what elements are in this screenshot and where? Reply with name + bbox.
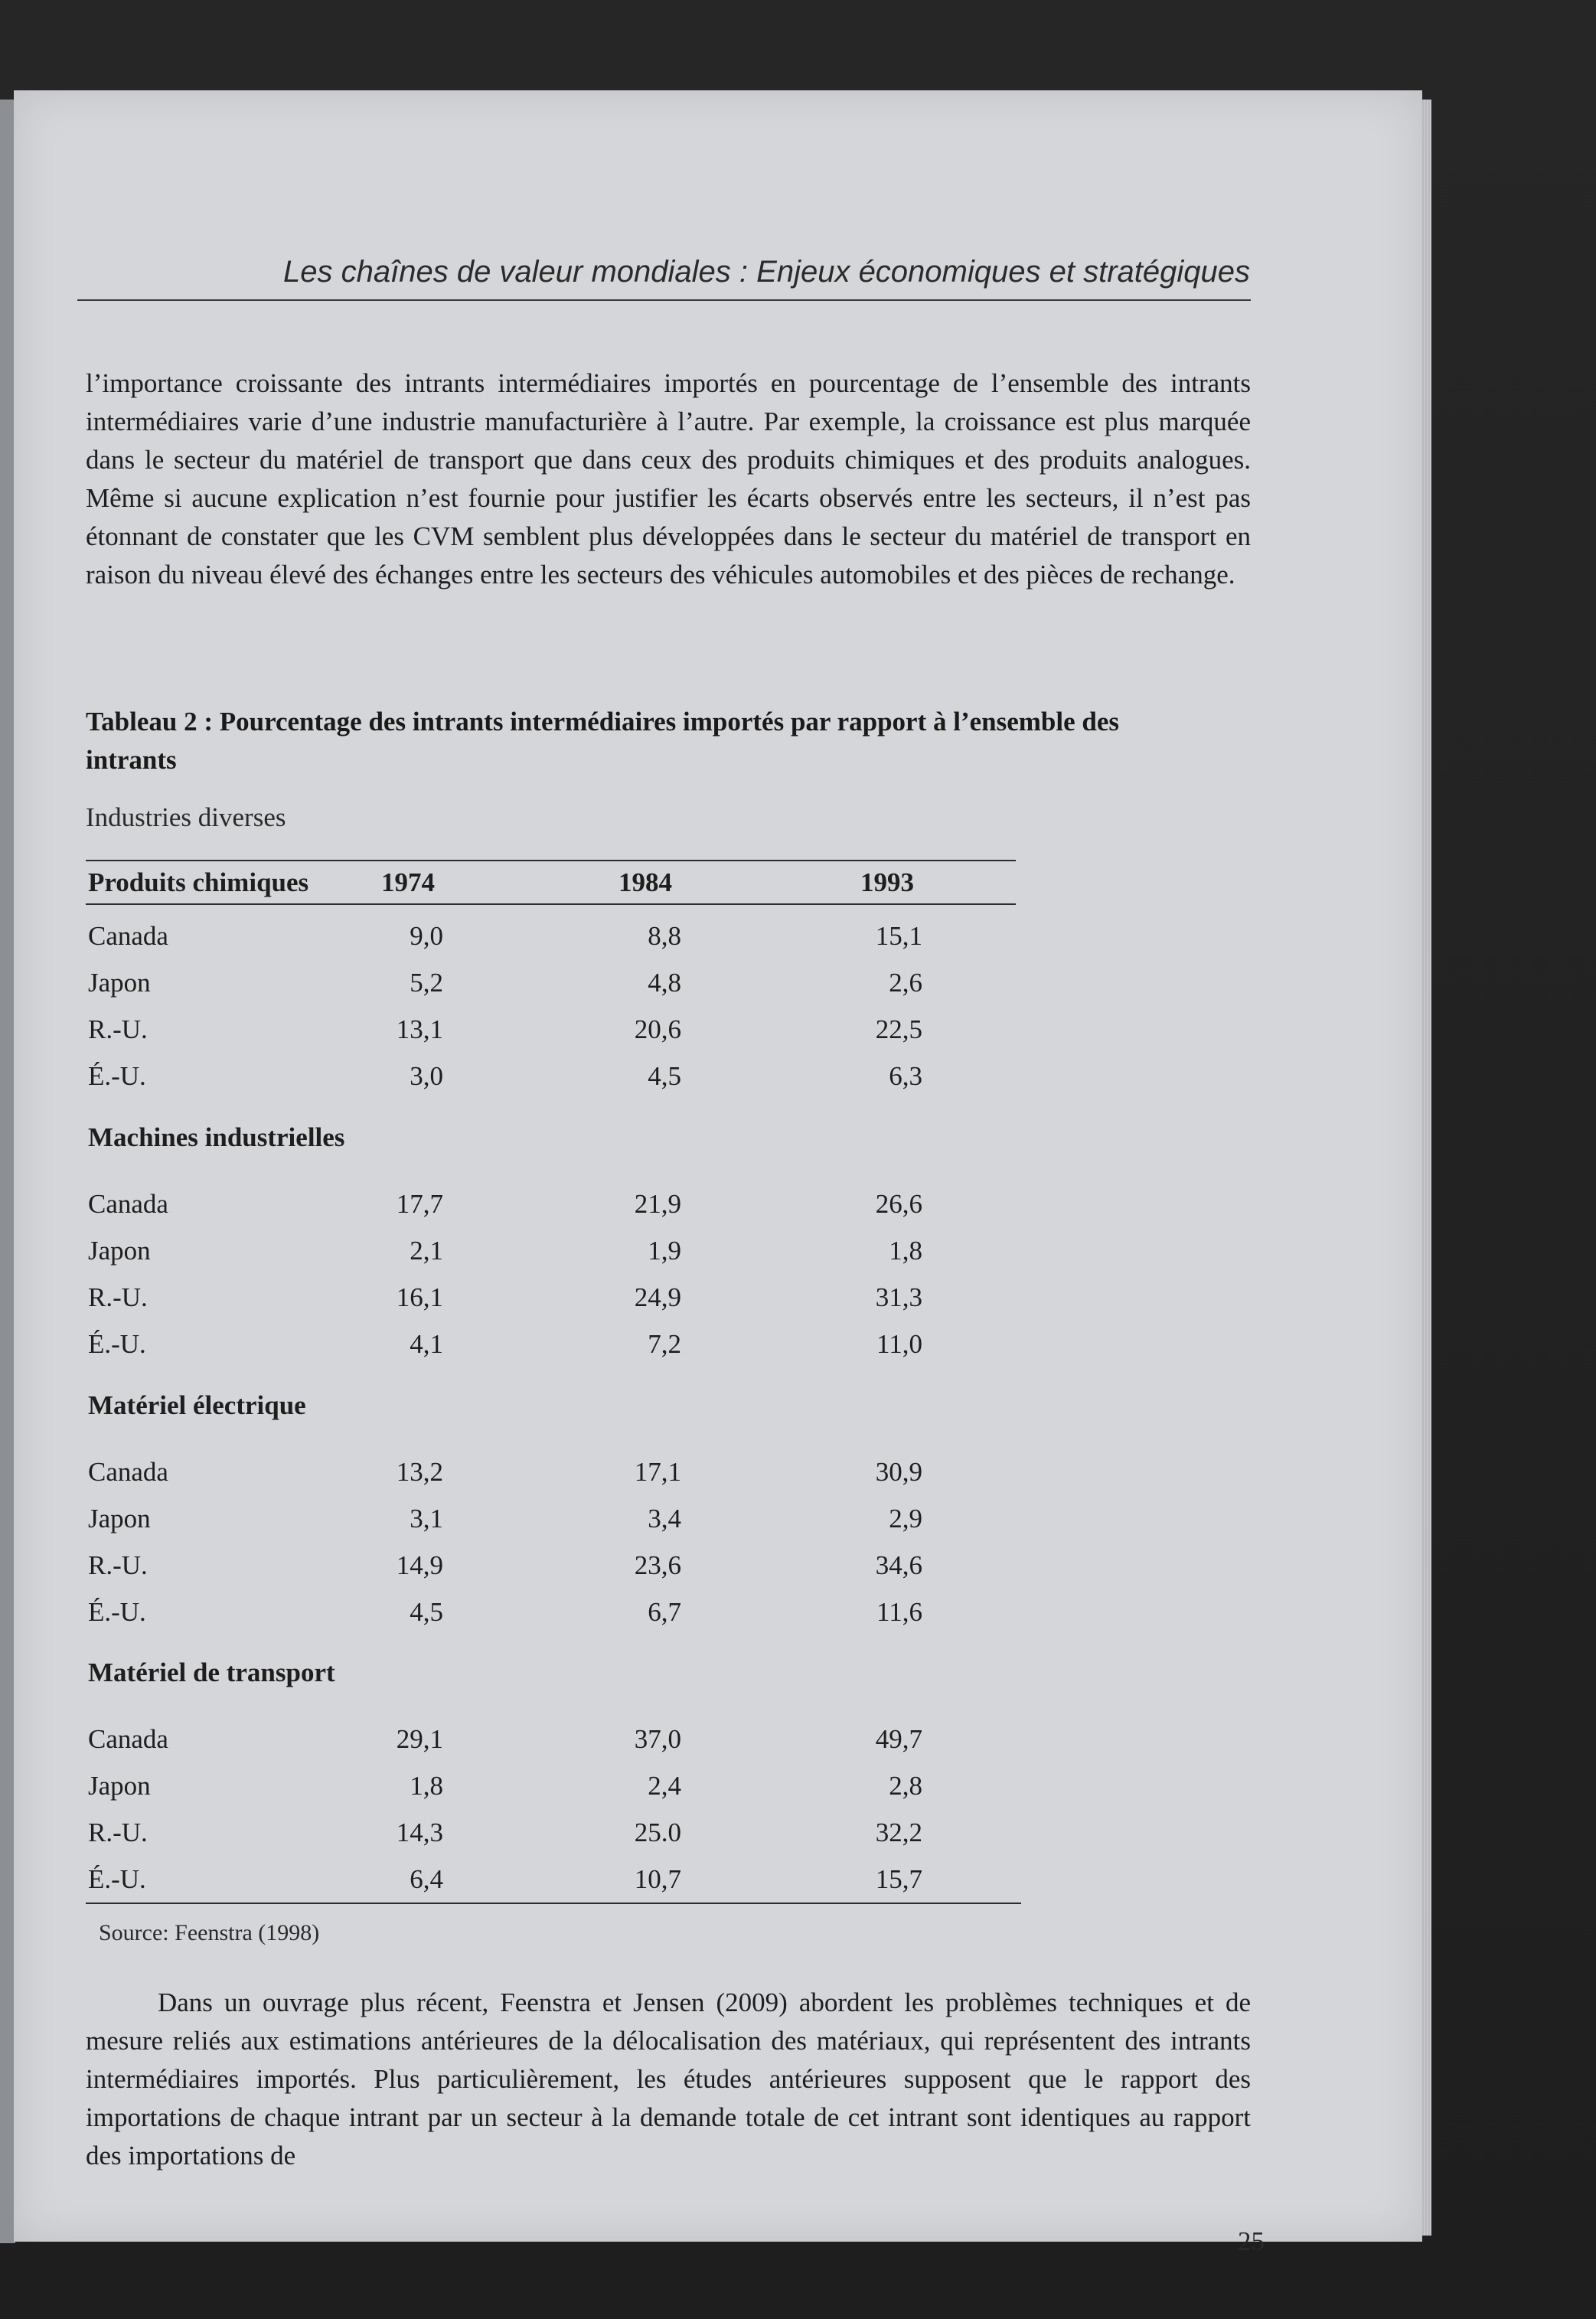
table-source: Source: Feenstra (1998)	[99, 1920, 320, 1945]
table-subtitle: Industries diverses	[86, 802, 286, 832]
row-label: R.-U.	[88, 1282, 148, 1312]
year-header-1974: 1974	[381, 867, 435, 897]
body-paragraph-1: l’importance croissante des intrants intermédiaires importés en pourcentage de l’ensemble des intrants intermédiaires varie d’une industrie manufacturière à l’autre. Par exemple, la croissance est plus marquée dans le secteur du matériel de transport que dans ceux des produits chimiques et des produits analogues. Même si aucune explication n’est fournie pour justifier les écarts observés entre les secteurs, il n’est pas étonnant de constater que les CVM semblent plus développées dans le secteur du matériel de transport en raison du niveau élevé des échanges entre les secteurs des véhicules automobiles et des pièces de rechange.	[86, 368, 1251, 590]
running-head: Les chaînes de valeur mondiales : Enjeux économiques et stratégiques	[283, 255, 1250, 289]
row-label: Canada	[88, 921, 168, 951]
table-cell: 17,1	[634, 1457, 681, 1487]
table-cell: 11,6	[876, 1597, 922, 1627]
table-cell: 15,1	[875, 921, 922, 951]
table-cell: 25.0	[634, 1818, 681, 1847]
table-cell: 6,4	[410, 1864, 443, 1894]
table-title: Tableau 2 : Pourcentage des intrants intermédiaires importés par rapport à l’ensemble des intrants	[86, 707, 1120, 775]
body-paragraph-2-text: Dans un ouvrage plus récent, Feenstra et Jensen (2009) abordent les problèmes techniques et de mesure reliés aux estimations antérieures de la délocalisation des matériaux, qui représentent des intrants intermédiaires importés. Plus particulièrement, les études antérieures supposent que le rapport des importations de chaque intrant par un secteur à la demande totale de cet intrant sont identiques au rapport des importations de	[86, 1987, 1251, 2170]
table-cell: 3,1	[410, 1504, 443, 1533]
table-cell: 14,9	[396, 1550, 443, 1580]
table-cell: 4,5	[648, 1061, 681, 1091]
table-cell: 2,1	[410, 1236, 443, 1266]
table-cell: 26,6	[875, 1189, 922, 1219]
table-cell: 49,7	[875, 1724, 922, 1754]
table-cell: 5,2	[410, 968, 443, 998]
table-cell: 2,8	[889, 1771, 922, 1801]
table-bottom-rule	[86, 1903, 1021, 1904]
row-label: É.-U.	[88, 1329, 146, 1359]
table-cell: 29,1	[396, 1724, 443, 1754]
table-cell: 8,8	[648, 921, 681, 951]
table-cell: 2,4	[648, 1771, 681, 1801]
table-cell: 2,9	[889, 1504, 922, 1533]
row-label: R.-U.	[88, 1014, 148, 1044]
table-cell: 14,3	[396, 1818, 443, 1847]
page-number: 25	[1238, 2226, 1265, 2256]
row-label: Japon	[88, 1504, 151, 1533]
row-label: Canada	[88, 1457, 168, 1487]
section-heading-materiel-electrique: Matériel électrique	[88, 1390, 306, 1420]
table-cell: 1,9	[648, 1236, 681, 1266]
header-rule	[77, 299, 1251, 301]
table-cell: 11,0	[876, 1329, 922, 1359]
table-cell: 34,6	[875, 1550, 922, 1580]
row-label: R.-U.	[88, 1818, 148, 1847]
row-label: Canada	[88, 1724, 168, 1754]
table-cell: 3,0	[410, 1061, 443, 1091]
table-cell: 21,9	[634, 1189, 681, 1219]
table-cell: 22,5	[875, 1014, 922, 1044]
row-label: Japon	[88, 968, 151, 998]
year-header-1993: 1993	[860, 867, 914, 897]
table-cell: 37,0	[634, 1724, 681, 1754]
table-cell: 15,7	[875, 1864, 922, 1894]
section-heading-materiel-de-transport: Matériel de transport	[88, 1658, 335, 1687]
section-heading-machines-industrielles: Machines industrielles	[88, 1122, 345, 1152]
book-page	[14, 90, 1422, 2256]
section-heading-produits-chimiques: Produits chimiques	[88, 867, 309, 897]
table-cell: 31,3	[875, 1282, 922, 1312]
table-cell: 4,8	[648, 968, 681, 998]
table-cell: 2,6	[889, 968, 922, 998]
row-label: Canada	[88, 1189, 168, 1219]
table-cell: 1,8	[410, 1771, 443, 1801]
table-cell: 30,9	[875, 1457, 922, 1487]
table-cell: 10,7	[634, 1864, 681, 1894]
table-cell: 13,2	[396, 1457, 443, 1487]
row-label: Japon	[88, 1236, 151, 1266]
body-paragraph-2	[86, 1984, 1251, 2175]
row-label: É.-U.	[88, 1061, 146, 1091]
table-cell: 16,1	[396, 1282, 443, 1312]
table-top-rule	[86, 860, 1016, 861]
table-cell: 3,4	[648, 1504, 681, 1533]
year-header-1984: 1984	[618, 867, 672, 897]
table-cell: 7,2	[648, 1329, 681, 1359]
left-page-edge	[0, 100, 15, 2243]
table-cell: 6,7	[648, 1597, 681, 1627]
row-label: R.-U.	[88, 1550, 148, 1580]
table-cell: 32,2	[875, 1818, 922, 1847]
table-cell: 4,5	[410, 1597, 443, 1627]
table-cell: 9,0	[410, 921, 443, 951]
table-cell: 17,7	[396, 1189, 443, 1219]
table-cell: 1,8	[889, 1236, 922, 1266]
table-cell: 23,6	[634, 1550, 681, 1580]
table-cell: 6,3	[889, 1061, 922, 1091]
row-label: É.-U.	[88, 1864, 146, 1894]
row-label: Japon	[88, 1771, 151, 1801]
table-cell: 20,6	[634, 1014, 681, 1044]
row-label: É.-U.	[88, 1597, 146, 1627]
table-cell: 4,1	[410, 1329, 443, 1359]
table-cell: 24,9	[634, 1282, 681, 1312]
table-cell: 13,1	[396, 1014, 443, 1044]
table-header-rule	[86, 903, 1016, 905]
